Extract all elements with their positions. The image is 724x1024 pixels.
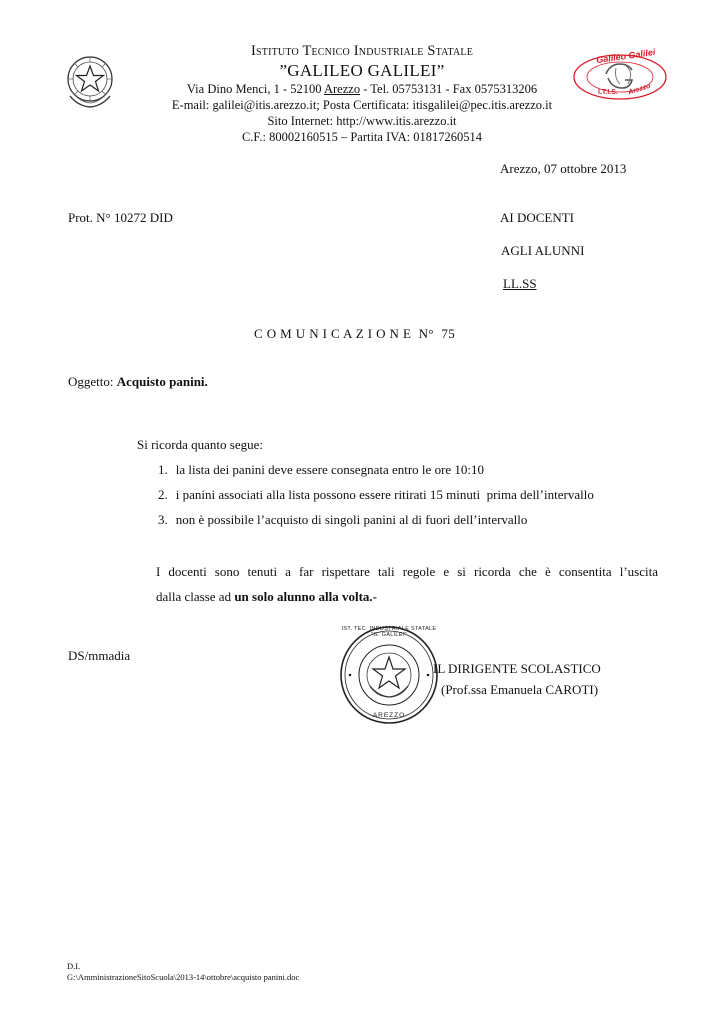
protocol-number: Prot. N° 10272 DID [68, 210, 173, 225]
logo-top-text: Galileo Galilei [595, 46, 656, 66]
stamp-ring-text: IST. TEC. INDUSTRIALE STATALE "G. GALILEI" [341, 626, 437, 638]
paragraph-line-1: I docenti sono tenuti a far rispettare tali regole e si ricorda che è consentita l’uscita [156, 564, 658, 579]
recipient-students: AGLI ALUNNI [501, 243, 585, 258]
list-item: 1. la lista dei panini deve essere consegnata entro le ore 10:10 [158, 462, 485, 477]
recipient-teachers: AI DOCENTI [500, 210, 575, 225]
stamp-bottom-text: AREZZO [372, 712, 406, 719]
document-date: Arezzo, 07 ottobre 2013 [500, 161, 627, 176]
subject-label: Oggetto: [68, 374, 117, 389]
recipient-llss: LL.SS [503, 276, 537, 291]
footer-file-path: G:\AmministrazioneSitoScuola\2013-14\ottobre\acquisto panini.doc [67, 972, 300, 982]
school-logo-icon [570, 46, 670, 104]
official-stamp-icon [338, 624, 440, 726]
republic-emblem-icon [64, 52, 116, 110]
footer-initials: D.I. [67, 961, 81, 971]
communication-title: C O M U N I C A Z I O N E N° 75 [254, 326, 456, 341]
school-website: Sito Internet: http://www.itis.arezzo.it [267, 114, 457, 128]
signature-name: (Prof.ssa Emanuela CAROTI) [441, 682, 599, 697]
signature-title: IL DIRIGENTE SCOLASTICO [433, 661, 601, 676]
list-item: 3. non è possibile l’acquisto di singoli panini al di fuori dell’intervallo [158, 512, 528, 527]
subject-value: Acquisto panini. [116, 374, 208, 389]
intro-text: Si ricorda quanto segue: [137, 437, 263, 452]
school-fiscal-codes: C.F.: 80002160515 – Partita IVA: 01817260514 [241, 130, 483, 144]
logo-bottom-right-text: Arezzo [627, 82, 652, 97]
school-email: E-mail: galilei@itis.arezzo.it; Posta Certificata: itisgalilei@pec.itis.arezzo.it [171, 98, 553, 112]
author-initials: DS/mmadia [68, 648, 131, 663]
institute-name: Istituto Tecnico Industriale Statale [250, 43, 474, 59]
list-item: 2. i panini associati alla lista possono essere ritirati 15 minuti prima dell’intervallo [158, 487, 594, 502]
subject-line [68, 374, 208, 390]
school-name: ”GALILEO GALILEI” [279, 61, 445, 80]
paragraph-line-2: dalla classe ad un solo alunno alla volta.- [156, 589, 378, 604]
logo-bottom-left-text: I.T.I.S. [598, 89, 618, 96]
school-address: Via Dino Menci, 1 - 52100 Arezzo - Tel. 05753131 - Fax 0575313206 [186, 82, 538, 96]
